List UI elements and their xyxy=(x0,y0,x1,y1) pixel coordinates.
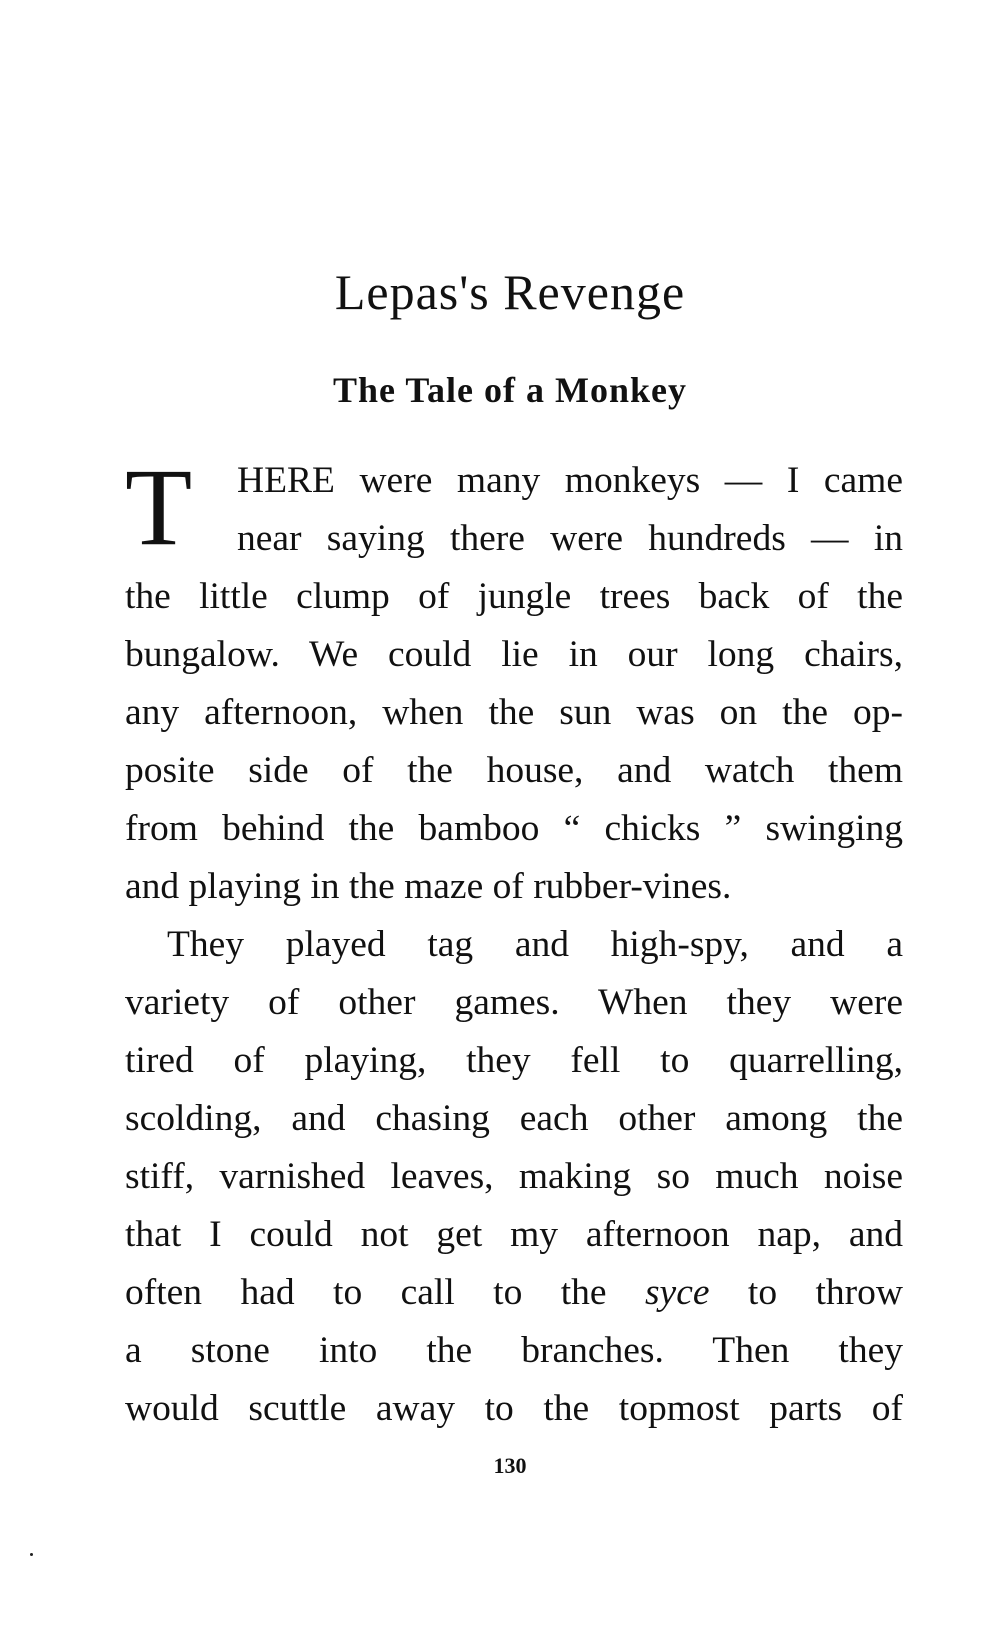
paragraph-1-line-1: HERE were many monkeys — I came xyxy=(237,460,903,501)
paragraph-1-line-2: near saying there were hundreds — in xyxy=(237,518,903,559)
paragraph-2-line-5: stiff, varnished leaves, making so much noise xyxy=(125,1156,903,1197)
paragraph-2-line-7 xyxy=(125,1264,903,1322)
paragraph-2-line-8: a stone into the branches. Then they xyxy=(125,1330,903,1371)
page-number: 130 xyxy=(493,1453,527,1478)
paragraph-2-line-6: that I could not get my afternoon nap, and xyxy=(125,1214,903,1255)
paragraph-2-line-2: variety of other games. When they were xyxy=(125,982,903,1023)
chapter-subtitle: The Tale of a Monkey xyxy=(332,370,688,410)
syce-word: syce xyxy=(644,1272,710,1313)
syce-line-before: often had to call to the xyxy=(125,1272,607,1313)
scan-speck xyxy=(30,1553,33,1556)
paragraph-2-line-3: tired of playing, they fell to quarrelling, xyxy=(125,1040,903,1081)
syce-line-after: to throw xyxy=(747,1272,903,1313)
chapter-title: Lepas's Revenge xyxy=(334,264,686,320)
paragraph-1-line-7: from behind the bamboo “ chicks ” swinging xyxy=(125,808,903,849)
drop-cap: T xyxy=(125,446,193,568)
paragraph-1-line-5: any afternoon, when the sun was on the op- xyxy=(125,692,903,733)
paragraph-1-line-8: and playing in the maze of rubber-vines. xyxy=(125,866,732,907)
paragraph-2-line-1: They played tag and high-spy, and a xyxy=(167,924,903,965)
paragraph-1-line-4: bungalow. We could lie in our long chairs, xyxy=(125,634,903,675)
paragraph-2-line-4: scolding, and chasing each other among the xyxy=(125,1098,903,1139)
paragraph-1-line-3: the little clump of jungle trees back of the xyxy=(125,576,903,617)
paragraph-1-line-6: posite side of the house, and watch them xyxy=(125,750,903,791)
paragraph-2-line-9: would scuttle away to the topmost parts of xyxy=(125,1388,903,1429)
